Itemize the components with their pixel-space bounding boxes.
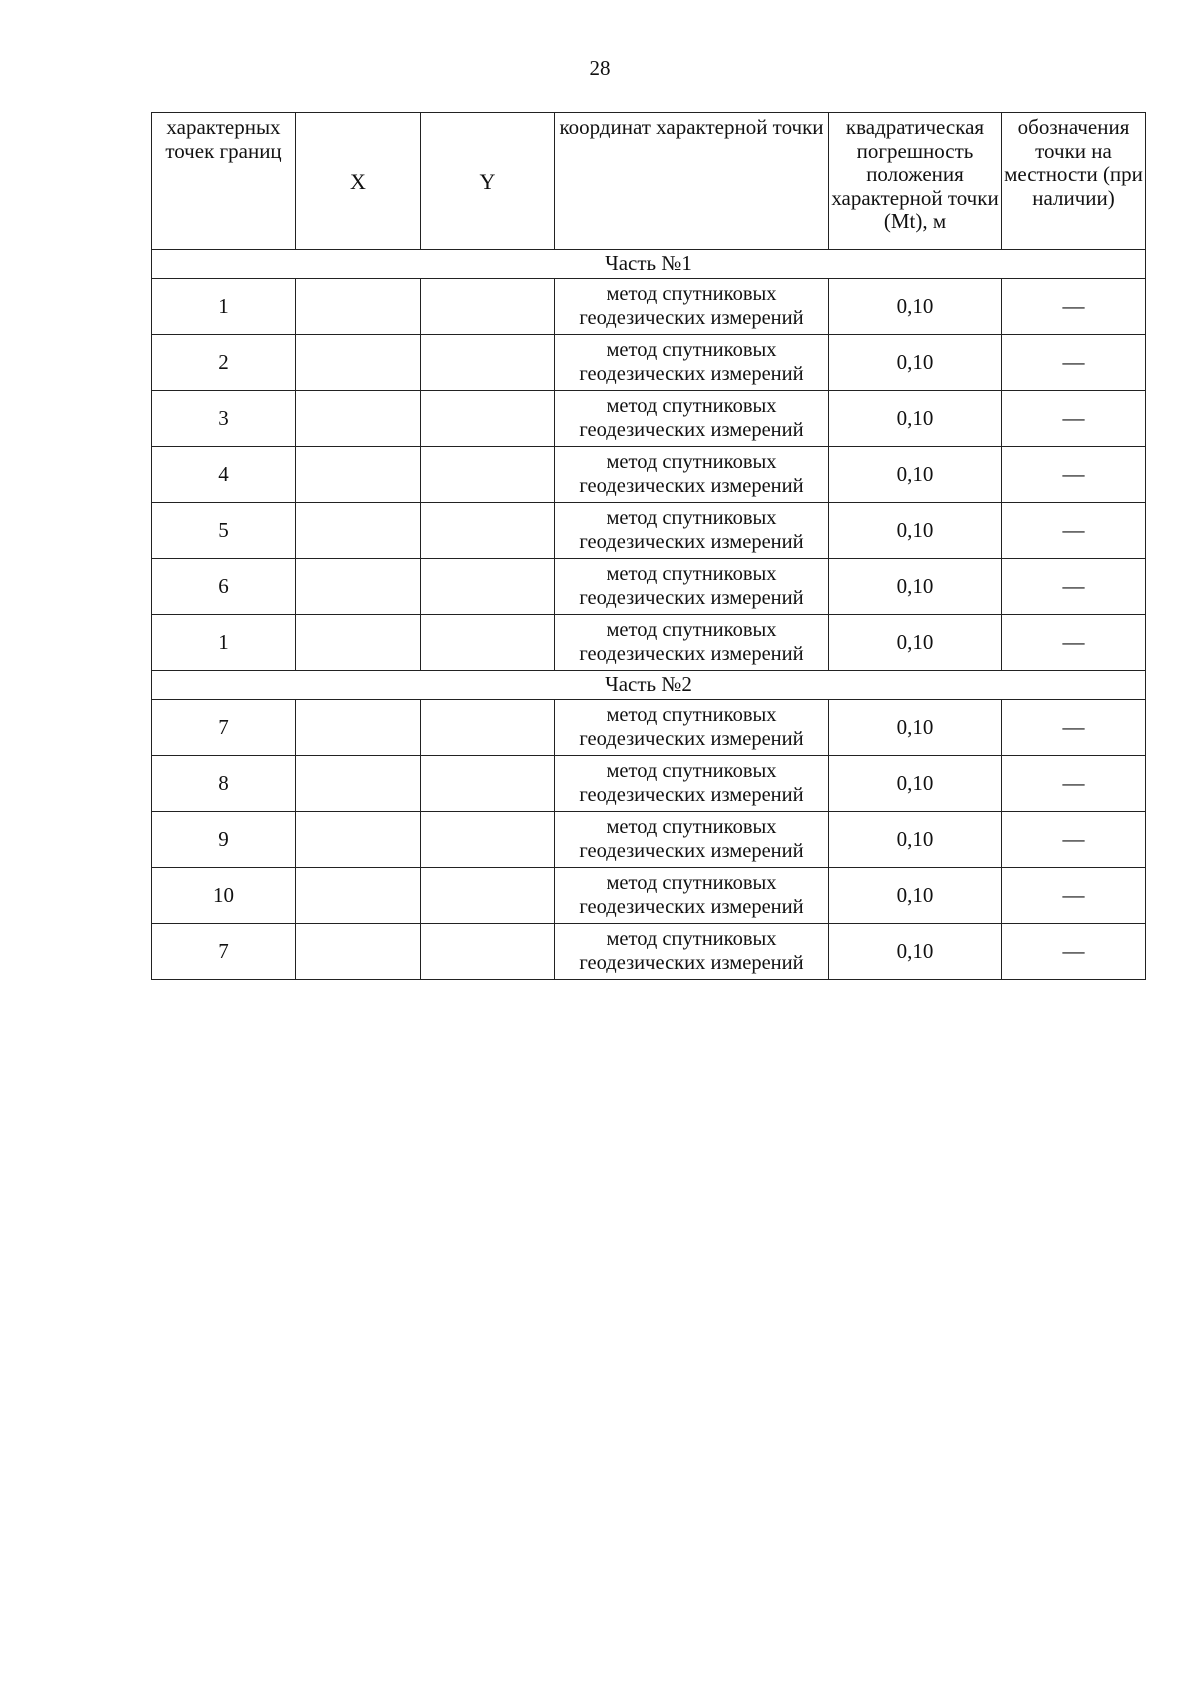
- table-row: [152, 335, 1146, 391]
- table-row: [152, 559, 1146, 615]
- coordinates-table: [151, 112, 1146, 980]
- method-cell: метод спутниковых геодезических измерений: [555, 924, 829, 980]
- method-cell: метод спутниковых геодезических измерений: [555, 868, 829, 924]
- header-accuracy: квадратическая погрешность положения характерной точки (Mt), м: [829, 113, 1002, 250]
- marking-cell: —: [1002, 447, 1146, 503]
- header-y: Y: [421, 113, 555, 250]
- point-cell: 1: [152, 279, 296, 335]
- table-row: [152, 812, 1146, 868]
- method-cell: метод спутниковых геодезических измерений: [555, 279, 829, 335]
- table-body: [152, 250, 1146, 980]
- method-cell: метод спутниковых геодезических измерений: [555, 559, 829, 615]
- point-cell: 2: [152, 335, 296, 391]
- accuracy-cell: 0,10: [829, 335, 1002, 391]
- point-cell: 3: [152, 391, 296, 447]
- point-cell: 6: [152, 559, 296, 615]
- header-point-number: характерных точек границ: [152, 113, 296, 250]
- method-cell: метод спутниковых геодезических измерений: [555, 335, 829, 391]
- y-cell: [421, 615, 555, 671]
- method-cell: метод спутниковых геодезических измерений: [555, 503, 829, 559]
- marking-cell: —: [1002, 391, 1146, 447]
- header-marking: обозначения точки на местности (при наличии): [1002, 113, 1146, 250]
- x-cell: [296, 924, 421, 980]
- table-row: [152, 447, 1146, 503]
- accuracy-cell: 0,10: [829, 559, 1002, 615]
- marking-cell: —: [1002, 756, 1146, 812]
- method-cell: метод спутниковых геодезических измерений: [555, 615, 829, 671]
- x-cell: [296, 391, 421, 447]
- x-cell: [296, 447, 421, 503]
- x-cell: [296, 335, 421, 391]
- x-cell: [296, 868, 421, 924]
- method-cell: метод спутниковых геодезических измерений: [555, 391, 829, 447]
- point-cell: 7: [152, 700, 296, 756]
- method-cell: метод спутниковых геодезических измерений: [555, 812, 829, 868]
- marking-cell: —: [1002, 335, 1146, 391]
- method-cell: метод спутниковых геодезических измерений: [555, 700, 829, 756]
- point-cell: 5: [152, 503, 296, 559]
- y-cell: [421, 812, 555, 868]
- x-cell: [296, 503, 421, 559]
- table-row: [152, 615, 1146, 671]
- table-row: [152, 700, 1146, 756]
- point-cell: 4: [152, 447, 296, 503]
- part-title-row: [152, 671, 1146, 700]
- table-row: [152, 924, 1146, 980]
- x-cell: [296, 700, 421, 756]
- method-cell: метод спутниковых геодезических измерений: [555, 447, 829, 503]
- y-cell: [421, 756, 555, 812]
- accuracy-cell: 0,10: [829, 615, 1002, 671]
- y-cell: [421, 700, 555, 756]
- y-cell: [421, 335, 555, 391]
- y-cell: [421, 503, 555, 559]
- marking-cell: —: [1002, 812, 1146, 868]
- table-row: [152, 756, 1146, 812]
- x-cell: [296, 756, 421, 812]
- point-cell: 7: [152, 924, 296, 980]
- marking-cell: —: [1002, 868, 1146, 924]
- marking-cell: —: [1002, 279, 1146, 335]
- marking-cell: —: [1002, 615, 1146, 671]
- header-x: X: [296, 113, 421, 250]
- part-title-row: [152, 250, 1146, 279]
- part-title: Часть №2: [152, 671, 1146, 700]
- table-row: [152, 503, 1146, 559]
- part-title: Часть №1: [152, 250, 1146, 279]
- accuracy-cell: 0,10: [829, 812, 1002, 868]
- page-number: 28: [589, 56, 611, 80]
- accuracy-cell: 0,10: [829, 700, 1002, 756]
- marking-cell: —: [1002, 924, 1146, 980]
- point-cell: 10: [152, 868, 296, 924]
- table-header-row: [152, 113, 1146, 250]
- point-cell: 1: [152, 615, 296, 671]
- x-cell: [296, 279, 421, 335]
- table-row: [152, 868, 1146, 924]
- point-cell: 8: [152, 756, 296, 812]
- table-row: [152, 391, 1146, 447]
- accuracy-cell: 0,10: [829, 868, 1002, 924]
- y-cell: [421, 924, 555, 980]
- marking-cell: —: [1002, 503, 1146, 559]
- y-cell: [421, 447, 555, 503]
- accuracy-cell: 0,10: [829, 447, 1002, 503]
- method-cell: метод спутниковых геодезических измерений: [555, 756, 829, 812]
- marking-cell: —: [1002, 700, 1146, 756]
- x-cell: [296, 812, 421, 868]
- y-cell: [421, 559, 555, 615]
- point-cell: 9: [152, 812, 296, 868]
- header-method: координат характерной точки: [555, 113, 829, 250]
- accuracy-cell: 0,10: [829, 391, 1002, 447]
- accuracy-cell: 0,10: [829, 279, 1002, 335]
- marking-cell: —: [1002, 559, 1146, 615]
- accuracy-cell: 0,10: [829, 756, 1002, 812]
- x-cell: [296, 615, 421, 671]
- accuracy-cell: 0,10: [829, 924, 1002, 980]
- x-cell: [296, 559, 421, 615]
- y-cell: [421, 391, 555, 447]
- y-cell: [421, 868, 555, 924]
- y-cell: [421, 279, 555, 335]
- table-row: [152, 279, 1146, 335]
- accuracy-cell: 0,10: [829, 503, 1002, 559]
